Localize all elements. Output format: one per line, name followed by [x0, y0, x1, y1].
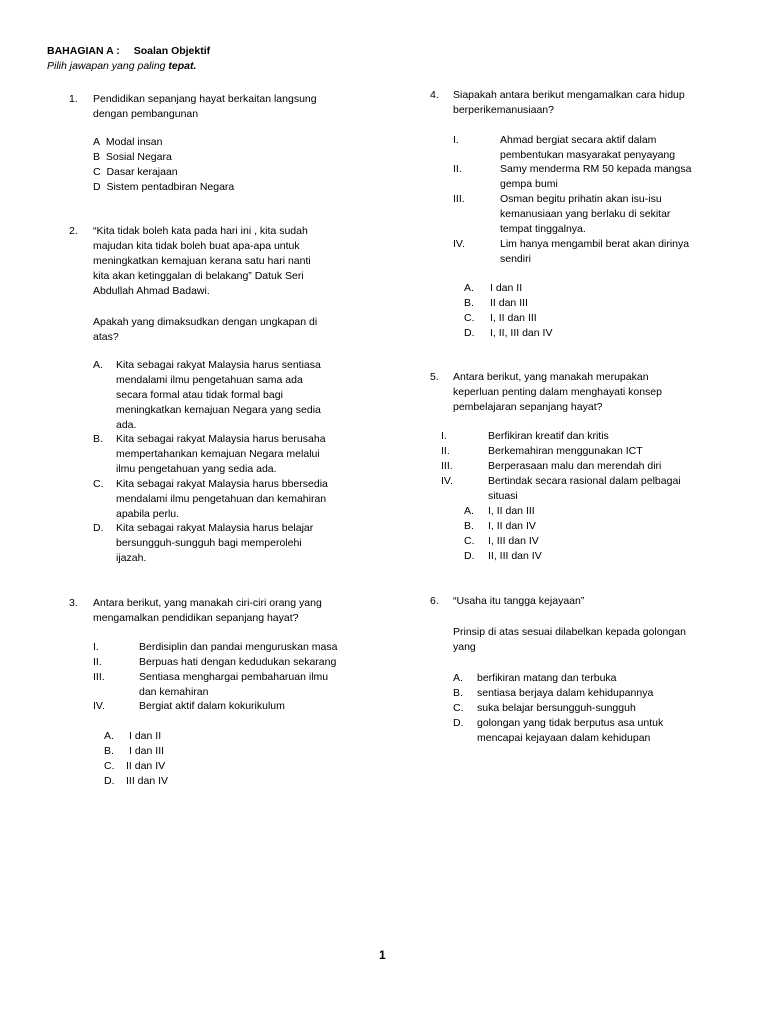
option-c[interactable]: C Dasar kerajaan [93, 166, 178, 178]
option-b-letter[interactable]: B. [93, 433, 103, 445]
item-1-num: I. [93, 641, 99, 653]
item-2-num: II. [93, 656, 102, 668]
option-a[interactable]: I, II dan III [488, 505, 535, 517]
page-number: 1 [379, 948, 386, 962]
option-c-letter[interactable]: C. [93, 478, 104, 490]
item-4-num: IV. [441, 475, 453, 487]
question-prompt: Prinsip di atas sesuai dilabelkan kepada golongan yang [453, 626, 686, 653]
item-1: Berdisiplin dan pandai menguruskan masa [139, 641, 338, 653]
item-4: Bertindak secara rasional dalam pelbagai situasi [488, 475, 681, 502]
instruction-emphasis: tepat. [168, 60, 197, 72]
option-d[interactable]: III dan IV [126, 775, 169, 787]
option-b-letter[interactable]: B. [104, 745, 114, 757]
option-a[interactable]: Kita sebagai rakyat Malaysia harus sentiasa mendalami ilmu pengetahuan sama ada secara formal atau tidak formal bagi meningkatkan kemajuan Negara yang sedia ada. [116, 359, 321, 431]
option-b[interactable]: sentiasa berjaya dalam kehidupannya [477, 687, 654, 699]
item-2: Samy menderma RM 50 kepada mangsa gempa bumi [500, 163, 692, 190]
question-text: Antara berikut, yang manakah ciri-ciri orang yang mengamalkan pendidikan sepanjang hayat? [93, 597, 322, 624]
option-a[interactable]: I dan II [490, 282, 523, 294]
option-c-letter[interactable]: C. [464, 535, 475, 547]
item-3-num: III. [441, 460, 453, 472]
option-d-letter[interactable]: D. [93, 522, 104, 534]
option-d[interactable]: I, II, III dan IV [490, 327, 553, 339]
option-b-letter[interactable]: B. [453, 687, 463, 699]
question-quote: “Usaha itu tangga kejayaan” [453, 595, 585, 607]
option-c[interactable]: II dan IV [126, 760, 166, 772]
option-d[interactable]: D Sistem pentadbiran Negara [93, 181, 235, 193]
option-d-letter[interactable]: D. [464, 550, 475, 562]
option-c-letter[interactable]: C. [464, 312, 475, 324]
option-d[interactable]: golongan yang tidak berputus asa untuk mencapai kejayaan dalam kehidupan [477, 717, 664, 744]
item-4-num: IV. [93, 700, 105, 712]
option-c[interactable]: I, III dan IV [488, 535, 539, 547]
question-number: 1. [69, 93, 78, 105]
item-4: Bergiat aktif dalam kokurikulum [139, 700, 285, 712]
section-title: Soalan Objektif [133, 45, 211, 57]
option-a-letter[interactable]: A. [464, 282, 474, 294]
option-c[interactable]: I, II dan III [490, 312, 537, 324]
option-c[interactable]: suka belajar bersungguh-sungguh [477, 702, 636, 714]
section-label: BAHAGIAN A : [47, 45, 120, 57]
item-2: Berpuas hati dengan kedudukan sekarang [139, 656, 337, 668]
instruction [47, 59, 196, 74]
question-prompt: Apakah yang dimaksudkan dengan ungkapan di atas? [93, 316, 318, 343]
option-a-letter[interactable]: A. [453, 672, 463, 684]
option-b[interactable]: B Sosial Negara [93, 151, 172, 163]
item-1-num: I. [441, 430, 447, 442]
question-number: 2. [69, 225, 78, 237]
question-number: 4. [430, 89, 439, 101]
option-d[interactable]: Kita sebagai rakyat Malaysia harus belajar bersungguh-sungguh bagi memperolehi ijazah. [116, 522, 314, 564]
option-c-letter[interactable]: C. [453, 702, 464, 714]
option-b[interactable]: I, II dan IV [488, 520, 536, 532]
item-2: Berkemahiran menggunakan ICT [488, 445, 643, 457]
option-c-letter[interactable]: C. [104, 760, 115, 772]
option-b[interactable]: Kita sebagai rakyat Malaysia harus berusaha mempertahankan kemajuan Negara melalui ilmu pengetahuan yang sedia ada. [116, 433, 326, 475]
question-text: Siapakah antara berikut mengamalkan cara hidup berperikemanusiaan? [453, 89, 685, 116]
instruction-text: Pilih jawapan yang paling [47, 60, 169, 72]
option-a-letter[interactable]: A. [93, 359, 103, 371]
option-d-letter[interactable]: D. [464, 327, 475, 339]
option-d-letter[interactable]: D. [453, 717, 464, 729]
option-a-letter[interactable]: A. [464, 505, 474, 517]
item-1: Ahmad bergiat secara aktif dalam pembentukan masyarakat penyayang [500, 134, 676, 161]
item-1-num: I. [453, 134, 459, 146]
option-b-letter[interactable]: B. [464, 520, 474, 532]
item-3: Berperasaan malu dan merendah diri [488, 460, 662, 472]
question-number: 6. [430, 595, 439, 607]
item-2-num: II. [441, 445, 450, 457]
question-number: 3. [69, 597, 78, 609]
item-1: Berfikiran kreatif dan kritis [488, 430, 609, 442]
item-3-num: III. [453, 193, 465, 205]
option-a[interactable]: berfikiran matang dan terbuka [477, 672, 617, 684]
question-text: Pendidikan sepanjang hayat berkaitan langsung dengan pembangunan [93, 93, 317, 120]
item-4: Lim hanya mengambil berat akan dirinya sendiri [500, 238, 690, 265]
option-c[interactable]: Kita sebagai rakyat Malaysia harus bbersedia mendalami ilmu pengetahuan dan kemahiran apabila perlu. [116, 478, 328, 520]
question-number: 5. [430, 371, 439, 383]
option-b[interactable]: I dan III [129, 745, 165, 757]
option-b[interactable]: II dan III [490, 297, 528, 309]
option-a[interactable]: I dan II [129, 730, 162, 742]
section-heading [47, 44, 210, 59]
item-2-num: II. [453, 163, 462, 175]
option-a-letter[interactable]: A. [104, 730, 114, 742]
item-3: Osman begitu prihatin akan isu-isu kemanusiaan yang berlaku di sekitar tempat tinggalnya. [500, 193, 671, 235]
option-a[interactable]: A Modal insan [93, 136, 163, 148]
question-text: Antara berikut, yang manakah merupakan keperluan penting dalam menghayati konsep pembelajaran sepanjang hayat? [453, 371, 662, 413]
option-d[interactable]: II, III dan IV [488, 550, 542, 562]
item-3: Sentiasa menghargai pembaharuan ilmu dan kemahiran [139, 671, 329, 698]
item-3-num: III. [93, 671, 105, 683]
item-4-num: IV. [453, 238, 465, 250]
question-quote: “Kita tidak boleh kata pada hari ini , kita sudah majudan kita tidak boleh buat apa-apa untuk meningkatkan kemajuan kerana satu hari nanti kita akan ketinggalan di belakang” Datuk Seri Abdullah Ahmad Badawi. [93, 225, 311, 297]
option-b-letter[interactable]: B. [464, 297, 474, 309]
option-d-letter[interactable]: D. [104, 775, 115, 787]
